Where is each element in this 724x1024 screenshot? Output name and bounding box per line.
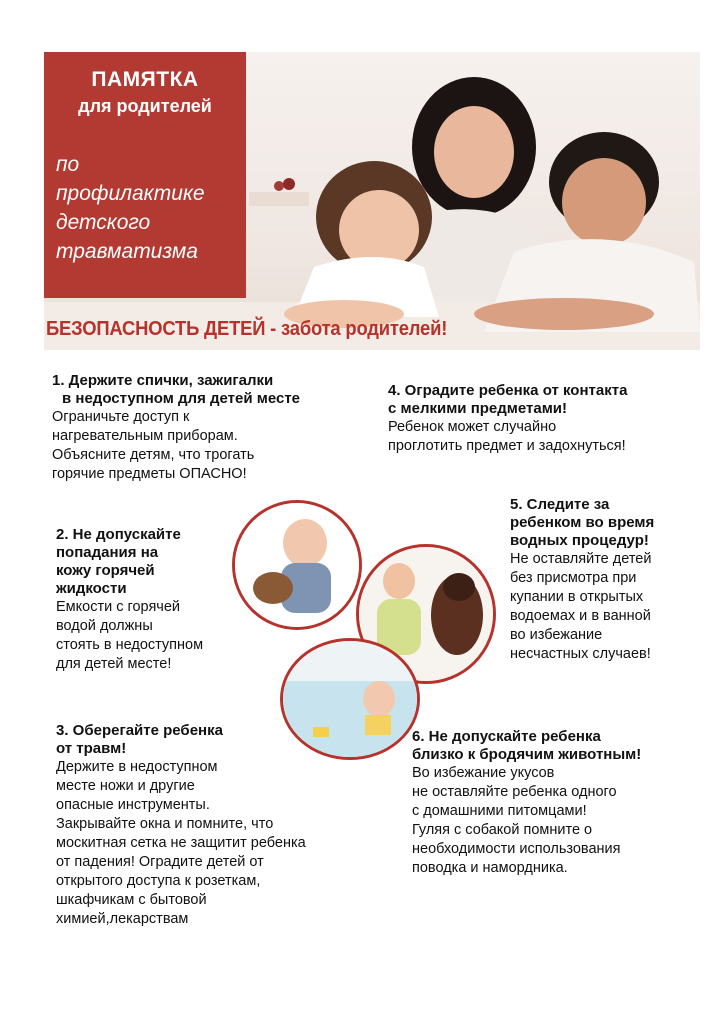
tip-body-line: Гуляя с собакой помните о	[412, 822, 593, 838]
baby-illustration	[235, 503, 359, 627]
tip-heading-line: 4. Оградите ребенка от контакта	[388, 382, 628, 399]
tip-body-line: стоять в недоступном	[56, 637, 204, 653]
tip-heading-line: попадания на	[56, 544, 159, 561]
tip-body-line: месте ножи и другие	[56, 778, 195, 794]
tip-body-line: Не оставляйте детей	[510, 551, 652, 567]
tip-body-line: от падения! Оградите детей от	[56, 854, 264, 870]
tip-body	[388, 418, 708, 456]
tip-body-line: Емкости с горячей	[56, 599, 181, 615]
tip-body-line: химией,лекарствам	[56, 911, 189, 927]
tip-body-line: необходимости использования	[412, 841, 621, 857]
tip-3	[56, 722, 406, 929]
tip-heading-line: ребенком во время	[510, 514, 655, 531]
tip-2	[56, 526, 246, 674]
tip-heading-line: жидкости	[56, 580, 127, 597]
title-subtitle	[56, 150, 242, 266]
tip-body	[56, 598, 246, 674]
tip-heading-line: 5. Следите за	[510, 496, 610, 513]
tip-heading-line: 2. Не допускайте	[56, 526, 181, 543]
subtitle-line: профилактике	[56, 182, 205, 205]
tip-body-line: шкафчикам с бытовой	[56, 892, 207, 908]
tip-body-line: с домашними питомцами!	[412, 803, 587, 819]
tip-body-line: Держите в недоступном	[56, 759, 218, 775]
tip-heading-line: близко к бродячим животным!	[412, 746, 642, 763]
title-box	[44, 52, 246, 298]
tip-body-line: купании в открытых	[510, 589, 644, 605]
tip-body-line: водой должны	[56, 618, 153, 634]
tip-heading-line: 3. Оберегайте ребенка	[56, 722, 223, 739]
tip-body-line: Ограничьте доступ к	[52, 409, 190, 425]
tip-body-line: во избежание	[510, 627, 603, 643]
title-line-1: ПАМЯТКА	[91, 68, 199, 91]
tip-body	[510, 550, 700, 664]
tip-body-line: для детей месте!	[56, 656, 172, 672]
headline: БЕЗОПАСНОСТЬ ДЕТЕЙ - забота родителей!	[46, 318, 448, 340]
tip-body-line: горячие предметы ОПАСНО!	[52, 466, 247, 482]
tip-body-line: Объясните детям, что трогать	[52, 447, 255, 463]
tip-heading	[412, 728, 712, 764]
tip-body-line: Закрывайте окна и помните, что	[56, 816, 274, 832]
tip-5	[510, 496, 700, 664]
tip-body-line: поводка и намордника.	[412, 860, 568, 876]
tip-heading-line: 1. Держите спички, зажигалки	[52, 372, 274, 389]
tip-heading-line: кожу горячей	[56, 562, 155, 579]
subtitle-line: детского	[56, 211, 151, 234]
tip-4	[388, 382, 708, 456]
baby-with-pot-photo	[232, 500, 362, 630]
tip-heading-line: с мелкими предметами!	[388, 400, 568, 417]
tip-heading	[56, 722, 406, 758]
tip-body-line: москитная сетка не защитит ребенка	[56, 835, 306, 851]
tip-body-line: водоемах и в ванной	[510, 608, 651, 624]
tip-heading	[52, 372, 372, 408]
subtitle-line: травматизма	[56, 240, 198, 263]
title-line-2: для родителей	[78, 96, 212, 116]
tip-body-line: нагревательным приборам.	[52, 428, 238, 444]
tip-6	[412, 728, 712, 878]
tip-body-line: открытого доступа к розеткам,	[56, 873, 261, 889]
tip-body	[412, 764, 712, 878]
tip-body-line: не оставляйте ребенка одного	[412, 784, 617, 800]
tip-body-line: несчастных случаев!	[510, 646, 651, 662]
tip-body-line: Ребенок может случайно	[388, 419, 557, 435]
tip-body-line: Во избежание укусов	[412, 765, 555, 781]
tip-heading	[388, 382, 708, 418]
tip-heading	[510, 496, 700, 550]
subtitle-line: по	[56, 153, 80, 176]
tip-body	[52, 408, 372, 484]
tip-heading	[56, 526, 246, 598]
tip-heading-line: водных процедур!	[510, 532, 649, 549]
tip-heading-line: 6. Не допускайте ребенка	[412, 728, 601, 745]
tip-heading-line: в недоступном для детей месте	[62, 390, 301, 407]
tip-body	[56, 758, 406, 929]
tip-body-line: опасные инструменты.	[56, 797, 210, 813]
tip-body-line: без присмотра при	[510, 570, 637, 586]
tip-heading-line: от травм!	[56, 740, 127, 757]
tip-body-line: проглотить предмет и задохнуться!	[388, 438, 626, 454]
tip-1	[52, 372, 372, 484]
